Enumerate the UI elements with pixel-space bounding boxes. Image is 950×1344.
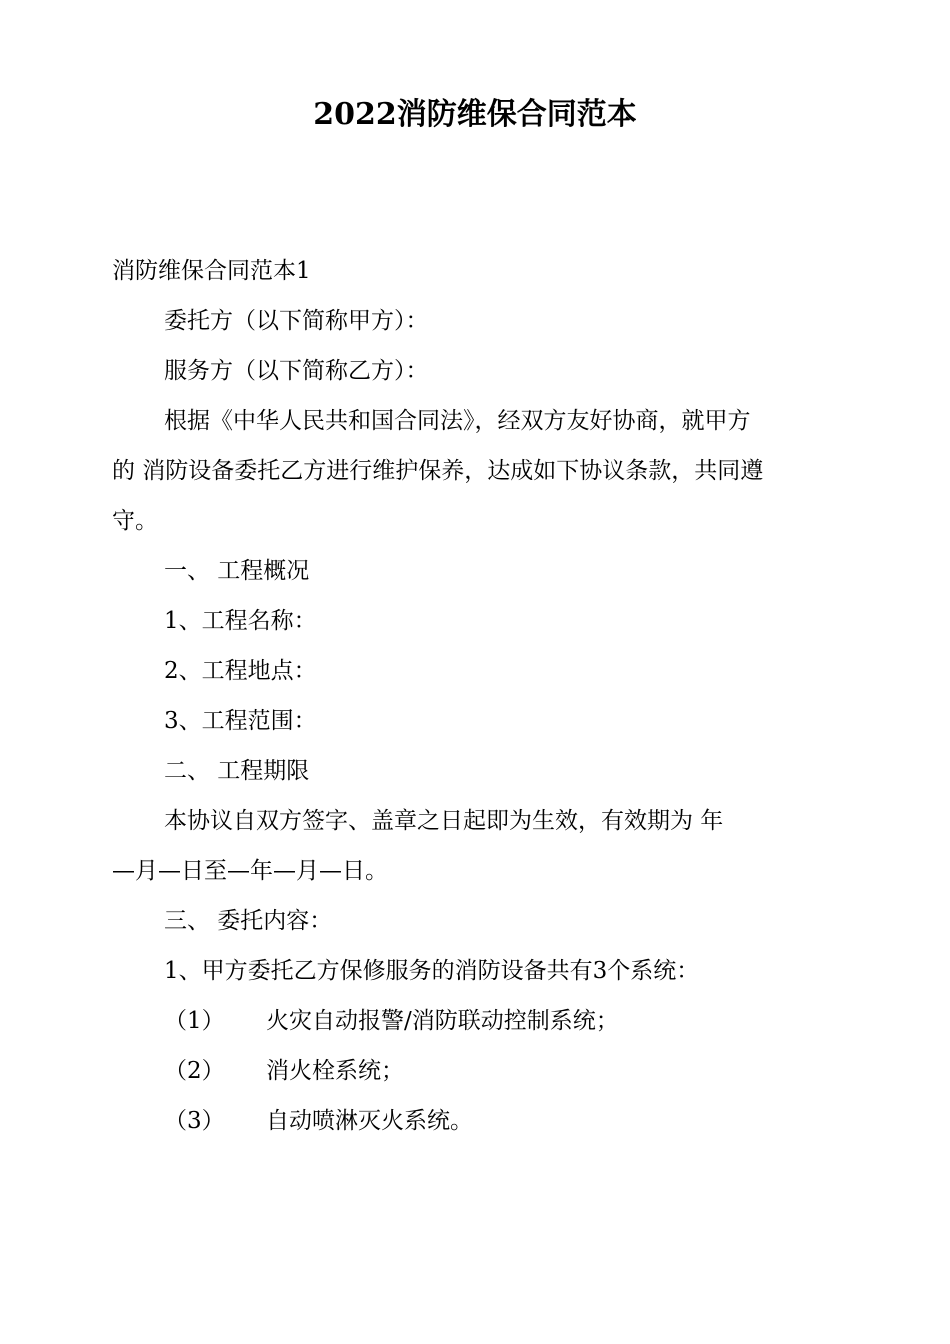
intro-line-3: 守。 [112,508,158,534]
section-2-line-2: —月—日至—年—月—日。 [112,858,388,884]
section-2-line-1: 本协议自双方签字、盖章之日起即为生效，有效期为 年 [164,808,724,834]
party-a-line: 委托方（以下简称甲方）： [164,308,429,334]
party-b-line: 服务方（以下简称乙方）： [164,358,429,384]
system-item-number: （1） [164,1008,225,1034]
section-1-item-1: 1、工程名称： [164,608,317,634]
intro-line-2: 的 消防设备委托乙方进行维护保养，达成如下协议条款，共同遵 [112,458,764,484]
system-item-number: （3） [164,1108,225,1134]
section-3-item-1: 1、甲方委托乙方保修服务的消防设备共有3个系统： [164,958,700,984]
section-heading: 消防维保合同范本1 [112,258,311,284]
section-1-item-2: 2、工程地点： [164,658,317,684]
section-1-item-3: 3、工程范围： [164,708,317,734]
intro-line-1: 根据《中华人民共和国合同法》，经双方友好协商，就甲方 [164,408,751,434]
system-item-text: 自动喷淋灭火系统。 [266,1108,473,1134]
system-item-text: 火灾自动报警/消防联动控制系统； [266,1008,619,1034]
section-2-title: 二、 工程期限 [164,758,310,784]
section-3-title: 三、 委托内容： [164,908,333,934]
document-title: 2022消防维保合同范本 [313,97,637,132]
section-1-title: 一、 工程概况 [164,558,310,584]
system-item-text: 消火栓系统； [266,1058,404,1084]
system-item-number: （2） [164,1058,225,1084]
